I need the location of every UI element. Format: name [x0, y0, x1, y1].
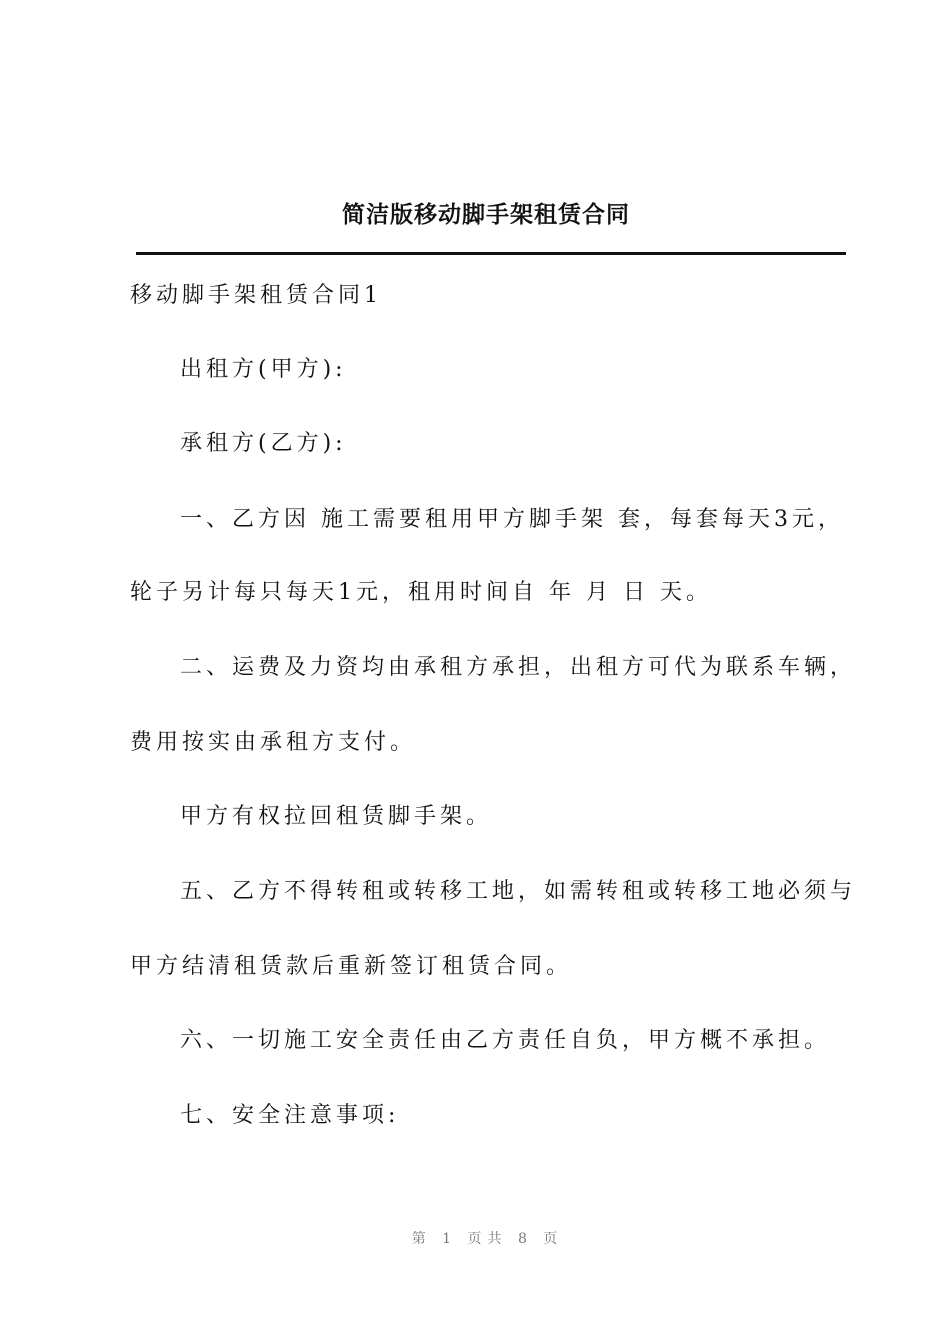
title-divider — [136, 252, 846, 255]
lessor-line: 出租方(甲方): — [180, 357, 347, 382]
clause-1-line-2: 轮子另计每只每天1元，租用时间自 年 月 日 天。 — [130, 580, 712, 605]
document-title: 简洁版移动脚手架租赁合同 — [342, 201, 630, 228]
clause-7-line: 七、安全注意事项: — [180, 1103, 400, 1128]
section-heading: 移动脚手架租赁合同1 — [130, 283, 382, 308]
clause-1-line-1: 一、乙方因 施工需要租用甲方脚手架 套，每套每天3元， — [180, 507, 844, 532]
lessee-line: 承租方(乙方): — [180, 431, 347, 456]
clause-5-line-2: 甲方结清租赁款后重新签订租赁合同。 — [130, 954, 573, 979]
page-number-footer: 第 1 页共 8 页 — [411, 1231, 564, 1247]
clause-2-line-2: 费用按实由承租方支付。 — [130, 730, 417, 755]
clause-6-line: 六、一切施工安全责任由乙方责任自负，甲方概不承担。 — [180, 1028, 831, 1053]
clause-2-line-1: 二、运费及力资均由承租方承担，出租方可代为联系车辆， — [180, 655, 857, 680]
clause-5-line-1: 五、乙方不得转租或转移工地，如需转租或转移工地必须与 — [180, 879, 857, 904]
clause-reclaim-line: 甲方有权拉回租赁脚手架。 — [180, 804, 493, 829]
